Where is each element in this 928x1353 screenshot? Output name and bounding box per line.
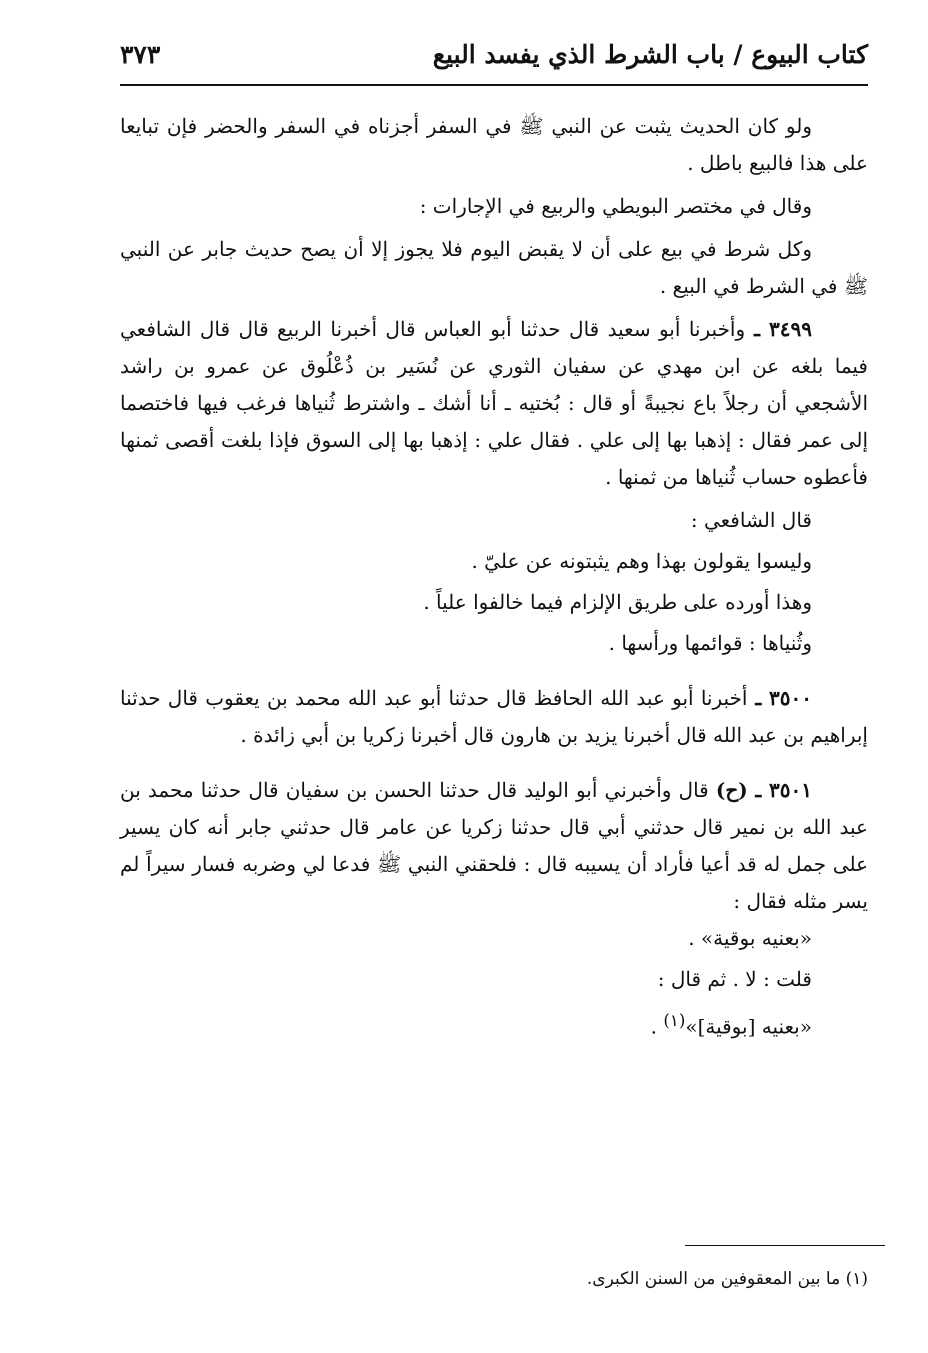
dialogue-line	[120, 1002, 868, 1046]
hadith-text: وأخبرنا أبو سعيد قال حدثنا أبو العباس قال أخبرنا الربيع قال قال الشافعي فيما بلغه عن ابن مهدي عن سفيان الثوري عن نُسَير بن ذُعْلُوق عن عمرو بن راشد الأشجعي أن رجلاً باع نجيبةً أو قال : بُختيه ـ أنا أشك ـ واشترط ثُنياها فرغب فيها فاختصما إلى عمر فقال : إذهبا بها إلى علي . فقال علي : إذهبا بها إلى السوق فإذا بلغت أقصى ثمنها فأعطوه حساب ثُنياها من ثمنها .	[120, 317, 868, 489]
running-header	[120, 30, 868, 86]
hadith-3501: ٣٥٠١ ـ (ح) قال وأخبرني أبو الوليد قال حدثنا الحسن بن سفيان قال حدثنا محمد بن عبد الله بن نمير قال حدثني أبي قال حدثنا زكريا عن عامر قال حدثني جابر أنه كان يسير على جمل له قد أعيا فأراد أن يسيبه قال : فلحقني النبي ﷺ فدعا لي وضربه فسار سيراً لم يسر مثله فقال :	[120, 778, 868, 913]
hadith-number: ٣٤٩٩	[769, 317, 812, 341]
hadith-ha-marker: (ح)	[715, 778, 748, 802]
footnote-rule	[685, 1245, 885, 1246]
hadith-3499: ٣٤٩٩ ـ وأخبرنا أبو سعيد قال حدثنا أبو العباس قال أخبرنا الربيع قال قال الشافعي فيما بلغه عن ابن مهدي عن سفيان الثوري عن نُسَير بن ذُعْلُوق عن عمرو بن راشد الأشجعي أن رجلاً باع نجيبةً أو قال : بُختيه ـ أنا أشك ـ واشترط ثُنياها فرغب فيها فاختصما إلى عمر فقال : إذهبا بها إلى علي . فقال علي : إذهبا بها إلى السوق فإذا بلغت أقصى ثمنها فأعطوه حساب ثُنياها من ثمنها .	[120, 317, 868, 489]
dialogue-text: «بعنيه [بوقية]»	[685, 1014, 812, 1039]
page-body	[120, 108, 868, 1050]
quote-line: وليسوا يقولون بهذا وهم يثبتونه عن عليّ .	[471, 549, 812, 573]
quote-line: قال الشافعي :	[690, 508, 812, 532]
hadith-3500: ٣٥٠٠ ـ أخبرنا أبو عبد الله الحافظ قال حدثنا أبو عبد الله محمد بن يعقوب قال حدثنا إبراهيم بن عبد الله قال أخبرنا يزيد بن هارون قال أخبرنا زكريا بن أبي زائدة .	[120, 686, 868, 747]
paragraph: وكل شرط في بيع على أن لا يقبض اليوم فلا يجوز إلا أن يصح حديث جابر عن النبي ﷺ في الشرط في البيع .	[120, 237, 868, 298]
hadith-text: قال وأخبرني أبو الوليد قال حدثنا الحسن بن سفيان قال حدثنا محمد بن عبد الله بن نمير قال حدثني أبي قال حدثنا زكريا عن عامر قال حدثني جابر أنه كان يسير على جمل له قد أعيا فأراد أن يسيبه قال : فلحقني النبي ﷺ فدعا لي وضربه فسار سيراً لم يسر مثله فقال :	[120, 778, 868, 913]
footnote-ref[interactable]: (١)	[663, 1011, 686, 1030]
footnote: (١) ما بين المعقوفين من السنن الكبرى.	[586, 1269, 868, 1289]
header-rule	[120, 84, 868, 86]
hadith-text: أخبرنا أبو عبد الله الحافظ قال حدثنا أبو عبد الله محمد بن يعقوب قال حدثنا إبراهيم بن عبد الله قال أخبرنا يزيد بن هارون قال أخبرنا زكريا بن أبي زائدة .	[120, 686, 868, 747]
paragraph: ولو كان الحديث يثبت عن النبي ﷺ في السفر أجزناه في السفر والحضر فإن تبايعا على هذا فالبيع باطل .	[120, 114, 868, 175]
quote-line: وثُنياها : قوائمها ورأسها .	[608, 631, 812, 655]
dialogue-end: .	[650, 1014, 664, 1039]
dialogue-line: «بعنيه بوقية» .	[688, 926, 812, 950]
hadith-number: ٣٥٠٠	[769, 686, 812, 710]
quote-line: وهذا أورده على طريق الإلزام فيما خالفوا علياً .	[423, 590, 812, 614]
paragraph: وقال في مختصر البويطي والربيع في الإجارات :	[419, 194, 812, 218]
page-number: ٣٧٣	[120, 40, 161, 69]
chapter-title: كتاب البيوع / باب الشرط الذي يفسد البيع	[432, 40, 868, 69]
hadith-number: ٣٥٠١	[769, 778, 812, 802]
dialogue-line: قلت : لا . ثم قال :	[657, 967, 812, 991]
